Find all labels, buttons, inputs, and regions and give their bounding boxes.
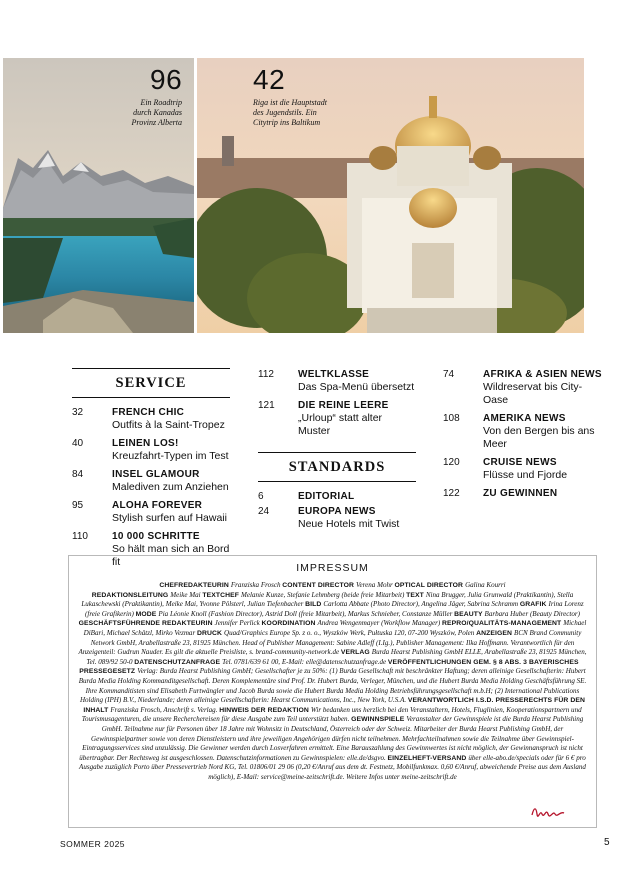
impressum-label: GESCHÄFTSFÜHRENDE REDAKTEURIN [78,620,215,628]
caption-line: Ein Roadtrip [140,98,182,107]
impressum-label: OPTICAL DIRECTOR [394,582,466,589]
impressum-value: BCN Brand Community Network GmbH, Arabellastraße 23, 81925 München. Head of Publisher Management: Sabine Adleff (I.Ig.), Publisher Management: Ilka Hoffmann. Verantwortlich für den Anzeigenteil: Gudrun Nauder. Es gilt die aktuelle Preisliste, s. brand-community-network.de [78,628,582,657]
impressum-label: BEAUTY [454,610,485,618]
impressum-label: DRUCK [196,629,224,637]
impressum-label: VERANTWORTLICH I.S.D. PRESSERECHTS FÜR DEN INHALT [83,697,586,714]
caption-line: Riga ist die Hauptstadt [253,98,327,107]
toc-page: 24 [258,506,270,517]
toc-entry[interactable] [443,413,603,451]
right-column [443,369,603,500]
publisher-signature-icon [530,805,566,824]
impressum-value: Verlag: Burda Hearst Publishing GmbH; Gesellschafter je zu 50%: (1) Burda Gesellschaft mit beschränkter Haftung; deren alleinige Gesellschafterin: Hubert Burda Media Holding Kommanditgesellschaft. Deren Komplementäre sind Prof. Dr. Hubert Burda, Verleger, München, und die Hubert Burda Media Holding Geschäftsführung SE. Ihre Kommanditisten sind Elisabeth Furtwängler und Jacob Burda sowie die Hubert Burda Media Holding Betriebsführungsgesellschaft m.b.H; (2) International Publications Holding (IPH) B.V., Niederlande; deren alleinige Gesellschafterin: Hearst Communications, Inc., New York, U.S.A. [78,667,587,705]
toc-subtitle: „Urloup“ statt alter Muster [298,412,383,437]
impressum-value: Franziska Frosch, Anschrift s. Verlag. [110,705,220,714]
photo-page-number: 42 [253,64,286,95]
toc-entry[interactable] [72,438,230,463]
toc-title: AFRIKA & ASIEN NEWS [483,369,602,380]
impressum-value: Barbara Huber (Beauty Director) [484,609,580,618]
impressum-value: Michael DiBari, Michael Schätzl, Mirko Vezmar [83,619,587,637]
toc-subtitle: Von den Bergen bis ans Meer [483,425,595,450]
impressum-value: Jennifer Perlick [214,619,262,628]
service-column [72,368,230,569]
impressum-value: Pia Léonie Knoll (Fashion Director), Astrid Doll (freie Mitarbeit), Markus Schnieber, Constanze Müller [158,609,455,618]
impressum-label: VERLAG [340,649,372,657]
toc-title: ALOHA FOREVER [112,500,203,511]
toc-entry[interactable] [443,369,603,407]
toc-title: AMERIKA NEWS [483,413,566,424]
impressum-value: Verena Mohr [356,581,395,589]
section-heading-standards: STANDARDS [258,452,416,482]
impressum-value: Quad/Graphics Europe Sp. z o. o., Wyszków Werk, Pułtuska 120, 07-200 Wyszków, Polen [223,628,477,637]
toc-subtitle: Flüsse und Fjorde [483,469,568,481]
toc-subtitle: Neue Hotels mit Twist [298,518,400,530]
caption-line: Provinz Alberta [131,118,182,127]
impressum-label: GEWINNSPIELE [351,716,407,724]
impressum-value: Veranstalter der Gewinnspiele ist die Burda Hearst Publishing GmbH. Teilnahme nur für Personen über 18 Jahre mit Wohnsitz in Deutschland, Österreich oder der Schweiz. Mitarbeiter der Burda Hearst Publishing GmbH, der Gewinnspielpartner sowie von deren Dienstleistern und ihre jeweiligen Angehörigen dürfen nicht teilnehmen. Mehrfachteilnahmen sowie die Teilnahme über Gewinnspiel-Eintragungsservices sind unzulässig. Die Gewinner werden durch Losverfahren ermittelt. Eine Barauszahlung des Gewinnwertes ist nicht möglich, der Gewinnanspruch ist nicht übertragbar. Der Rechtsweg ist ausgeschlossen. Datenschutzinformationen zu Gewinnspielen: elle.de/dsgvo. [79,715,584,762]
toc-page: 121 [258,400,275,411]
impressum-value: Meike Mai [170,590,203,599]
impressum-value: Wir bedanken uns herzlich bei den Veranstaltern, Hotels, Fluglinien, Kooperationspartnern und Tourismusagenturen, die unsere Recherchereisen für diese Ausgabe zum Teil unterstützt haben. [81,705,582,724]
toc-page: 84 [72,469,84,480]
caption-line: durch Kanadas [133,108,182,117]
toc-page: 74 [443,369,455,380]
toc-subtitle: Outfits à la Saint-Tropez [112,419,225,431]
impressum-value: Carlotta Abbate (Photo Director), Angelina Jäger, Sabrina Schramm [323,600,520,609]
impressum-value: über elle-abo.de/specials oder für 6 € pro Ausgabe zuzüglich Porto über Pressevertrieb Nord KG, Tel. 01806/01 29 06 (0,20 €/Anruf aus dem dt. Festnetz, Mobilfunkmax. 0,60 €/Anruf, abweichende Preise aus dem Ausland möglich), E-Mail: service@meine-zeitschrift.de. Weitere Infos unter meine-zeitschrift.de [79,753,586,781]
photo-page-number: 96 [150,64,183,95]
impressum-label: EINZELHEFT-VERSAND [387,754,469,762]
toc-title: LEINEN LOS! [112,438,179,449]
toc-title: CRUISE NEWS [483,457,557,468]
toc-title: EDITORIAL [298,491,355,502]
toc-title: INSEL GLAMOUR [112,469,200,480]
toc-page: 95 [72,500,84,511]
toc-subtitle: Stylish surfen auf Hawaii [112,512,227,524]
toc-subtitle: Malediven zum Anziehen [112,481,229,493]
impressum-label: CHEFREDAKTEURIN [159,582,231,589]
toc-page: 6 [258,491,264,502]
impressum-label: BILD [305,601,324,609]
toc-subtitle: Wildreservat bis City-Oase [483,381,583,406]
impressum-label: HINWEIS DER REDAKTION [219,706,311,714]
toc-title: EUROPA NEWS [298,506,376,517]
toc-page: 122 [443,488,460,499]
impressum-value: Nina Brugger, Julia Grunwald (Praktikantin), Stella Lukaschewski (Praktikantin), Meike Mai, Yvonne Pölsterl, Julian Tiefenbacher [81,590,574,609]
photo-caption [130,98,182,128]
toc-entry[interactable] [72,469,230,494]
photo-caption [253,98,363,128]
impressum-value: Burda Hearst Publishing GmbH ELLE, Arabellastraße 23, 81925 München, Tel. 089/92 50-0 [86,648,587,666]
impressum-label: CONTENT DIRECTOR [282,582,356,589]
toc-title: ZU GEWINNEN [483,488,558,499]
toc-page: 120 [443,457,460,468]
toc-subtitle: Das Spa-Menü übersetzt [298,381,415,393]
toc-title: WELTKLASSE [298,369,370,380]
toc-entry[interactable] [258,369,416,394]
middle-column [258,369,416,531]
toc-subtitle: Kreuzfahrt-Typen im Test [112,450,229,462]
caption-line: des Jugendstils. Ein [253,108,317,117]
toc-entry[interactable] [258,491,416,503]
toc-entry[interactable] [258,506,416,531]
impressum-paragraph [77,581,588,591]
impressum-label: MODE [135,610,159,618]
impressum-value: Tel. 0781/639 61 00, E-Mail: elle@datenschutzanfrage.de [222,657,388,666]
impressum-label: TEXTCHEF [202,591,242,599]
toc-page: 108 [443,413,460,424]
issue-label: SOMMER 2025 [60,839,126,849]
impressum-value: Galina Kourri [465,581,506,589]
toc-entry[interactable] [258,400,416,438]
toc-page: 40 [72,438,84,449]
impressum-value: Franziska Frosch [230,581,283,589]
impressum-title: IMPRESSUM [296,562,369,574]
impressum-value: Irina Lorenz (freie Grafikerin) [85,600,584,618]
toc-entry[interactable] [443,488,603,500]
toc-title: 10 000 SCHRITTE [112,531,200,542]
toc-page: 112 [258,369,274,380]
impressum-value: Melanie Kunze, Stefanie Lehmberg (beide freie Mitarbeit) [241,590,407,599]
page-number: 5 [604,837,610,848]
toc-subtitle: So hält man sich an Bord fit [112,543,230,568]
impressum-box [68,555,597,828]
impressum-text [77,581,588,782]
impressum-label: ANZEIGEN [476,629,515,637]
toc-entry[interactable] [72,500,230,525]
toc-page: 110 [72,531,88,542]
impressum-label: VERÖFFENTLICHUNGEN GEM. § 8 ABS. 3 BAYERISCHES PRESSEGESETZ [79,658,579,676]
caption-line: Citytrip ins Baltikum [253,118,321,127]
toc-page: 32 [72,407,84,418]
impressum-label: REPRO/QUALITÄTS-MANAGEMENT [441,620,564,628]
impressum-label: GRAFIK [519,601,549,609]
impressum-label: DATENSCHUTZANFRAGE [134,658,223,666]
impressum-label: REDAKTIONSLEITUNG [91,591,171,599]
toc-title: FRENCH CHIC [112,407,185,418]
toc-title: DIE REINE LEERE [298,400,389,411]
impressum-value: Andrea Wengenmayer (Workflow Manager) [317,619,442,628]
impressum-label: TEXT [406,591,426,599]
impressum-paragraph [77,591,588,783]
toc-entry[interactable] [72,407,230,432]
section-heading-service: SERVICE [72,368,230,398]
toc-entry[interactable] [443,457,603,482]
impressum-label: KOORDINATION [261,620,318,628]
